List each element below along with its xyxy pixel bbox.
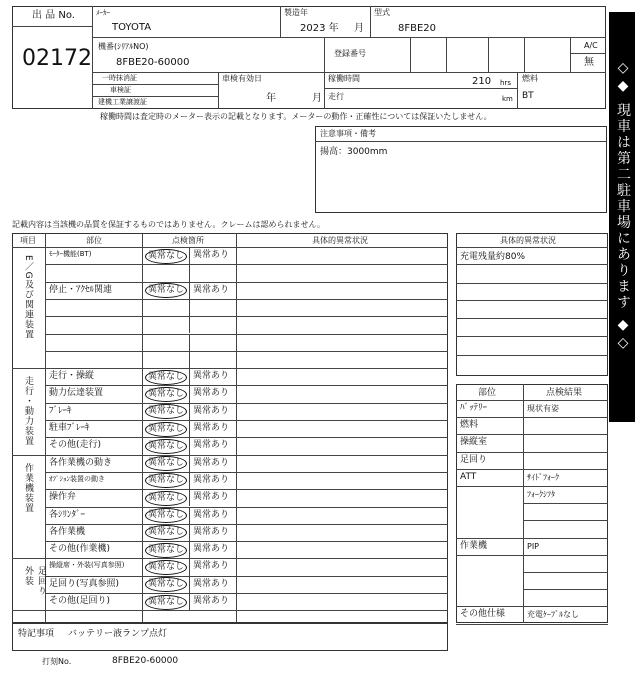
ok-option-circled[interactable]: 異常なし: [145, 422, 187, 437]
notes-box: [315, 126, 607, 213]
ok-option-circled[interactable]: 異常なし: [145, 249, 187, 264]
section-label: 足回り外装: [23, 566, 46, 597]
ng-option[interactable]: 異常あり: [193, 578, 230, 589]
ng-option[interactable]: 異常あり: [193, 423, 230, 433]
part-label: 操縦席・外装(写真参照): [49, 561, 125, 570]
ng-option[interactable]: 異常あり: [193, 561, 230, 572]
ng-option[interactable]: 異常あり: [193, 405, 230, 416]
ok-option-circled[interactable]: 異常なし: [145, 560, 187, 575]
results-part: ﾊﾞｯﾃﾘｰ: [460, 403, 488, 413]
maker-value: TOYOTA: [112, 22, 152, 33]
fuel-value: BT: [522, 91, 534, 101]
stamp-value: 8FBE20-60000: [112, 656, 179, 666]
inspection-year-unit: 年: [266, 93, 276, 104]
header-item: 項目: [20, 236, 36, 245]
special-note-value: バッテリー液ランプ点灯: [68, 629, 168, 639]
results-part: 操縦室: [460, 437, 488, 448]
ok-option-circled[interactable]: 異常なし: [145, 577, 187, 592]
ng-option[interactable]: 異常あり: [193, 388, 230, 399]
ng-option[interactable]: 異常あり: [193, 544, 230, 555]
side-banner: [609, 12, 635, 422]
fuel-label: 燃料: [522, 74, 538, 83]
results-part: ATT: [460, 471, 477, 482]
model-value: 8FBE20: [398, 23, 437, 34]
part-label: 各作業機: [49, 526, 86, 537]
ac-label: A/C: [584, 41, 598, 50]
part-label: 動力伝達装置: [49, 388, 104, 399]
results-value: ﾌｫｰｸｼﾌﾀ: [527, 490, 555, 499]
part-label: 各ｼﾘﾝﾀﾞｰ: [49, 509, 86, 520]
results-value: 充電ｹｰﾌﾞﾙなし: [527, 610, 579, 620]
km-unit: km: [502, 95, 513, 103]
hours-note: 稼働時間は査定時のメーター表示の記載となります。メーターの動作・正確性については保証いたしません。: [100, 112, 492, 121]
part-label: 停止・ｱｸｾﾙ関連: [49, 284, 113, 295]
results-part: 足回り: [460, 454, 488, 465]
ng-option[interactable]: 異常あり: [193, 371, 230, 382]
ok-option-circled[interactable]: 異常なし: [145, 491, 187, 506]
part-label: 駐車ﾌﾞﾚｰｷ: [49, 423, 90, 433]
construction-cert-label: 建機工業譲渡証: [98, 98, 147, 106]
right-detail-header: 具体的異常状況: [500, 236, 556, 245]
results-value: ｻｲﾄﾞﾌｫｰｸ: [527, 472, 559, 482]
part-label: 走行・操縦: [49, 371, 95, 382]
ok-option-circled[interactable]: 異常なし: [145, 508, 187, 523]
ng-option[interactable]: 異常あり: [193, 509, 230, 520]
model-label: 型式: [374, 8, 390, 17]
mileage-label: 走行: [328, 92, 344, 101]
part-label: ﾓｰﾀｰ機能(BT): [49, 250, 92, 258]
inspection-cert-label: 車検証: [110, 86, 131, 94]
section-label: 作業機装置: [23, 462, 33, 513]
side-banner-text: ◇◆ 現車は第二駐車場にあります ◆◇: [615, 60, 631, 353]
results-part: 作業機: [460, 540, 488, 551]
part-label: その他(走行): [49, 440, 102, 451]
results-result-header: 点検結果: [546, 388, 583, 398]
serial-value: 8FBE20-60000: [116, 57, 190, 68]
ac-value: 無: [584, 57, 594, 68]
inspection-month-unit: 月: [312, 93, 322, 104]
lot-label: 出 品 No.: [32, 10, 75, 21]
ok-option-circled[interactable]: 異常なし: [145, 370, 187, 385]
ng-option[interactable]: 異常あり: [193, 526, 230, 537]
ng-option[interactable]: 異常あり: [193, 596, 230, 606]
ok-option-circled[interactable]: 異常なし: [145, 595, 187, 610]
ok-option-circled[interactable]: 異常なし: [145, 283, 187, 298]
part-label: 足回り(写真参照): [49, 578, 120, 589]
year-value: 2023 年: [300, 23, 339, 34]
part-label: ｵﾌﾟｼｮﾝ装置の動き: [49, 474, 105, 483]
ng-option[interactable]: 異常あり: [193, 284, 230, 295]
results-part-header: 部位: [478, 388, 497, 398]
disclaimer: 記載内容は当該機の品質を保証するものではありません。クレームは認められません。: [12, 220, 325, 229]
section-label: 走行・動力装置: [23, 376, 33, 447]
serial-label: 機番(ｼﾘｱﾙNO): [98, 42, 149, 51]
temp-cancel-label: 一時抹消証: [102, 74, 137, 82]
year-month-unit: 月: [354, 23, 364, 34]
ok-option-circled[interactable]: 異常なし: [145, 525, 187, 540]
right-detail-first: 充電残量約80%: [460, 252, 526, 262]
section-label: E／G及び関連装置: [23, 255, 33, 340]
lot-number: 02172: [22, 46, 92, 71]
ok-option-circled[interactable]: 異常なし: [145, 439, 187, 454]
inspection-valid-label: 車検有効日: [222, 74, 262, 83]
ok-option-circled[interactable]: 異常なし: [145, 456, 187, 471]
ng-option[interactable]: 異常あり: [193, 250, 230, 260]
registration-label: 登録番号: [334, 49, 366, 58]
ok-option-circled[interactable]: 異常なし: [145, 473, 187, 488]
hours-value: 210: [472, 76, 492, 87]
results-part: 燃料: [460, 420, 479, 431]
results-value: PIP: [527, 541, 540, 551]
ng-option[interactable]: 異常あり: [193, 440, 230, 451]
part-label: 操作弁: [49, 492, 77, 503]
ok-option-circled[interactable]: 異常なし: [145, 387, 187, 402]
ng-option[interactable]: 異常あり: [193, 474, 230, 485]
part-label: 各作業機の動き: [49, 457, 113, 468]
part-label: ﾌﾞﾚｰｷ: [49, 405, 72, 416]
header-check: 点検箇所: [172, 236, 204, 245]
header-part: 部位: [86, 236, 102, 245]
special-note-label: 特記事項: [18, 629, 55, 639]
notes-title: 注意事項・備考: [320, 129, 376, 138]
part-label: その他(足回り): [49, 596, 111, 606]
ok-option-circled[interactable]: 異常なし: [145, 543, 187, 558]
year-label: 製造年: [284, 8, 308, 17]
ok-option-circled[interactable]: 異常なし: [145, 404, 187, 419]
notes-text: 揚高：3000mm: [320, 147, 388, 157]
results-part: その他仕様: [460, 609, 506, 620]
part-label: その他(作業機): [49, 544, 111, 555]
hours-label: 稼働時間: [328, 74, 360, 83]
results-value: 現状有姿: [527, 404, 559, 413]
ng-option[interactable]: 異常あり: [193, 457, 230, 468]
hours-unit: hrs: [500, 79, 511, 87]
ng-option[interactable]: 異常あり: [193, 492, 230, 503]
stamp-label: 打刻No.: [42, 657, 72, 666]
header-detail: 具体的異常状況: [312, 236, 368, 245]
maker-label: ﾒｰｶｰ: [96, 9, 110, 17]
